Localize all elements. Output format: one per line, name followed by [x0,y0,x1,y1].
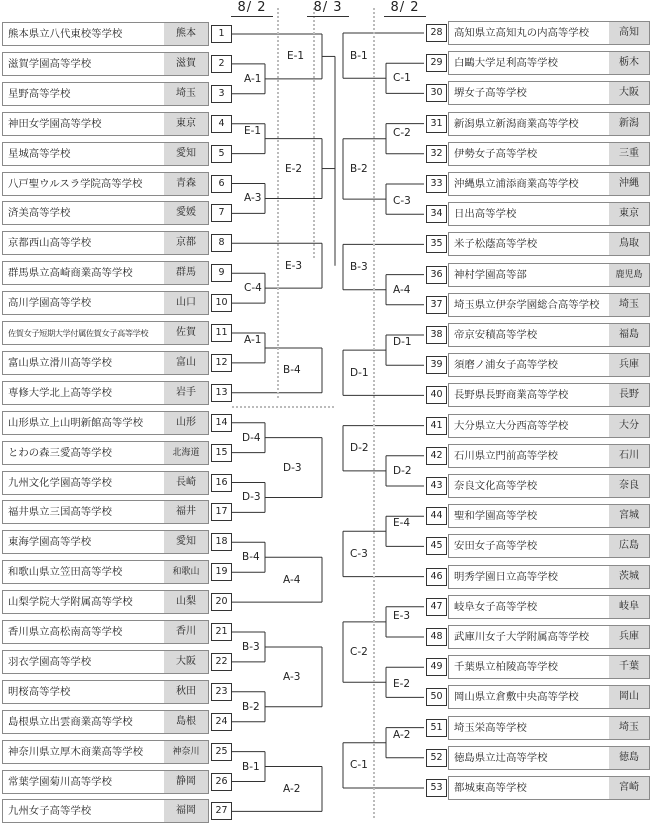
left-team-17 [2,500,209,524]
left-team-25 [2,740,209,764]
right-team-43 [448,474,650,498]
school-name: 須磨ノ浦女子高等学校 [454,359,558,372]
seed-number: 27 [211,802,232,820]
match-e1-left-mid: E-1 [244,124,262,137]
school-name: 羽衣学園高等学校 [8,655,92,668]
school-name: 埼玉栄高等学校 [454,721,527,734]
prefecture-label: 青森 [164,173,208,195]
date-header-right: 8/ 2 [390,0,420,15]
seed-number: 43 [426,477,447,495]
match-b3-left: B-3 [242,640,260,653]
school-name: 群馬県立高崎商業高等学校 [8,267,133,280]
left-team-4 [2,112,209,136]
seed-number: 33 [426,175,447,193]
right-team-41 [448,414,650,438]
prefecture-label: 埼玉 [164,83,208,105]
prefecture-label: 鳥取 [609,233,649,255]
seed-number: 20 [211,593,232,611]
prefecture-label: 静岡 [164,771,208,793]
prefecture-label: 香川 [164,621,208,643]
seed-number: 23 [211,683,232,701]
school-name: 富山県立滑川高等学校 [8,356,112,369]
match-b1-right: B-1 [350,49,368,62]
date-header-center: 8/ 3 [313,0,343,15]
left-team-13 [2,381,209,405]
prefecture-label: 滋賀 [164,53,208,75]
prefecture-label: 高知 [609,22,649,44]
seed-number: 41 [426,417,447,435]
prefecture-label: 兵庫 [609,354,649,376]
prefecture-label: 栃木 [609,52,649,74]
school-name: 八戸聖ウルスラ学院高等学校 [8,177,143,190]
school-name: 九州女子高等学校 [8,805,92,818]
left-team-14 [2,411,209,435]
prefecture-label: 徳島 [609,747,649,769]
match-a2-left: A-2 [283,782,301,795]
right-team-48 [448,625,650,649]
right-team-33 [448,172,650,196]
school-name: 京都西山高等学校 [8,237,92,250]
prefecture-label: 山形 [164,412,208,434]
school-name: 明秀学園日立高等学校 [454,570,558,583]
prefecture-label: 愛媛 [164,202,208,224]
seed-number: 9 [211,264,232,282]
prefecture-label: 愛知 [164,531,208,553]
seed-number: 10 [211,294,232,312]
left-team-6 [2,172,209,196]
school-name: 済美高等学校 [8,207,71,220]
seed-number: 46 [426,568,447,586]
right-team-49 [448,655,650,679]
left-team-20 [2,590,209,614]
school-name: 堺女子高等学校 [454,87,527,100]
match-a3-left: A-3 [244,192,262,205]
seed-number: 42 [426,447,447,465]
prefecture-label: 福島 [609,324,649,346]
prefecture-label: 大分 [609,415,649,437]
seed-number: 39 [426,356,447,374]
prefecture-label: 宮崎 [609,777,649,799]
right-team-35 [448,232,650,256]
match-a3-left-b: A-3 [283,670,301,683]
school-name: 和歌山県立笠田高等学校 [8,566,123,579]
right-team-52 [448,746,650,770]
right-team-42 [448,444,650,468]
right-team-28 [448,21,650,45]
prefecture-label: 北海道 [164,442,208,464]
prefecture-label: 東京 [609,203,649,225]
left-team-18 [2,530,209,554]
school-name: 高知県立高知丸の内高等学校 [454,27,590,39]
prefecture-label: 新潟 [609,113,649,135]
right-team-36 [448,263,650,287]
school-name: 島根県立出雲商業高等学校 [8,715,133,728]
prefecture-label: 福岡 [164,800,208,822]
match-a1-left-b: A-1 [244,333,262,346]
seed-number: 31 [426,115,447,133]
match-a4-left: A-4 [283,573,301,586]
school-name: 岐阜女子高等学校 [454,600,538,613]
seed-number: 17 [211,503,232,521]
seed-number: 22 [211,653,232,671]
school-name: 神田女学園高等学校 [8,117,102,130]
school-name: 埼玉県立伊奈学園総合高等学校 [454,298,600,311]
school-name: 山形県立上山明新館高等学校 [8,416,144,429]
left-team-2 [2,52,209,76]
prefecture-label: 茨城 [609,566,649,588]
left-team-16 [2,471,209,495]
right-team-50 [448,685,650,709]
left-team-7 [2,201,209,225]
left-team-22 [2,650,209,674]
prefecture-label: 熊本 [164,23,208,45]
seed-number: 1 [211,25,232,43]
right-team-38 [448,323,650,347]
school-name: 沖縄県立浦添商業高等学校 [454,178,579,190]
match-a4-right: A-4 [393,283,411,296]
match-a1-left: A-1 [244,72,262,85]
right-team-37 [448,293,650,317]
school-name: 都城東高等学校 [454,782,527,794]
seed-number: 13 [211,384,232,402]
left-team-10 [2,291,209,315]
right-team-53 [448,776,650,800]
school-name: 東海学園高等学校 [8,536,92,549]
prefecture-label: 鹿児島 [609,264,649,286]
left-team-19 [2,560,209,584]
match-b1-left: B-1 [242,760,260,773]
right-team-29 [448,51,650,75]
match-b4-left: B-4 [242,551,260,564]
left-team-15 [2,441,209,465]
school-name: 香川県立高松南高等学校 [8,626,123,638]
seed-number: 3 [211,85,232,103]
seed-number: 26 [211,773,232,791]
right-team-31 [448,112,650,136]
prefecture-label: 東京 [164,113,208,135]
left-team-11 [2,321,209,345]
school-name: 奈良文化高等学校 [454,480,538,492]
prefecture-label: 岐阜 [609,596,649,618]
match-e3-right: E-3 [393,609,411,622]
prefecture-label: 奈良 [609,475,649,497]
match-d2-right-a: D-2 [350,442,369,455]
left-team-8 [2,231,209,255]
match-a2-right: A-2 [393,728,411,741]
right-team-47 [448,595,650,619]
prefecture-label: 佐賀 [164,322,208,344]
match-d3-left-b: D-3 [242,491,261,504]
right-team-32 [448,142,650,166]
seed-number: 8 [211,234,232,252]
school-name: 専修大学北上高等学校 [8,386,112,399]
seed-number: 53 [426,779,447,797]
seed-number: 52 [426,749,447,767]
school-name: 岡山県立倉敷中央高等学校 [454,691,579,704]
prefecture-label: 石川 [609,445,649,467]
prefecture-label: 島根 [164,711,208,733]
match-d4-left: D-4 [242,431,261,444]
school-name: 山梨学院大学附属高等学校 [8,596,133,609]
left-team-27 [2,799,209,823]
left-team-26 [2,770,209,794]
school-name: 高川学園高等学校 [8,297,92,310]
left-team-12 [2,351,209,375]
prefecture-label: 京都 [164,232,208,254]
match-d1-right-a: D-1 [393,336,412,349]
prefecture-label: 兵庫 [609,626,649,648]
prefecture-label: 岡山 [609,686,649,708]
left-team-9 [2,261,209,285]
seed-number: 16 [211,474,232,492]
seed-number: 14 [211,414,232,432]
date-header-left: 8/ 2 [237,0,267,15]
prefecture-label: 千葉 [609,656,649,678]
seed-number: 29 [426,54,447,72]
match-b2-left: B-2 [242,700,260,713]
school-name: 佐賀女子短期大学付属佐賀女子高等学校 [8,328,149,338]
school-name: 星城高等学校 [8,147,71,160]
school-name: 米子松蔭高等学校 [454,238,538,251]
match-e2-left: E-2 [285,162,303,175]
school-name: 大分県立大分西高等学校 [454,419,569,432]
school-name: 星野高等学校 [8,87,71,100]
match-b2-right: B-2 [350,162,368,175]
match-c4-left: C-4 [244,282,262,295]
left-team-1 [2,22,209,46]
match-b3-right: B-3 [350,261,368,274]
school-name: 福井県立三国高等学校 [8,506,112,519]
prefecture-label: 宮城 [609,505,649,527]
school-name: 帝京安積高等学校 [454,329,538,341]
prefecture-label: 山口 [164,292,208,314]
seed-number: 45 [426,537,447,555]
seed-number: 47 [426,598,447,616]
seed-number: 49 [426,658,447,676]
school-name: 明桜高等学校 [8,685,71,698]
left-team-24 [2,710,209,734]
match-e2-right: E-2 [393,678,411,691]
left-team-21 [2,620,209,644]
prefecture-label: 長野 [609,384,649,406]
match-c3-right: C-3 [393,195,411,208]
school-name: 日出高等学校 [454,208,517,221]
seed-number: 15 [211,444,232,462]
right-team-45 [448,534,650,558]
prefecture-label: 埼玉 [609,717,649,739]
seed-number: 4 [211,115,232,133]
seed-number: 30 [426,84,447,102]
seed-number: 11 [211,324,232,342]
match-d1-right-b: D-1 [350,366,369,379]
match-c2-right: C-2 [393,126,411,139]
match-c3-right-b: C-3 [350,547,368,560]
seed-number: 37 [426,296,447,314]
prefecture-label: 埼玉 [609,294,649,316]
prefecture-label: 富山 [164,352,208,374]
prefecture-label: 福井 [164,501,208,523]
match-e3-left: E-3 [285,259,303,272]
seed-number: 25 [211,743,232,761]
school-name: 千葉県立柏陵高等学校 [454,661,558,674]
prefecture-label: 愛知 [164,143,208,165]
prefecture-label: 大阪 [164,651,208,673]
seed-number: 2 [211,55,232,73]
right-team-44 [448,504,650,528]
seed-number: 28 [426,24,447,42]
left-team-3 [2,82,209,106]
match-c1-right: C-1 [393,72,411,85]
seed-number: 48 [426,628,447,646]
left-team-23 [2,680,209,704]
seed-number: 12 [211,354,232,372]
match-e1-left-top: E-1 [287,50,305,63]
match-d2-right-b: D-2 [393,464,412,477]
seed-number: 38 [426,326,447,344]
seed-number: 6 [211,175,232,193]
prefecture-label: 山梨 [164,591,208,613]
match-c1-right-b: C-1 [350,759,368,772]
school-name: 神村学園高等部 [454,268,527,281]
prefecture-label: 秋田 [164,681,208,703]
school-name: 熊本県立八代東校等学校 [8,28,123,40]
school-name: 九州文化学園高等学校 [8,476,112,489]
prefecture-label: 沖縄 [609,173,649,195]
seed-number: 44 [426,507,447,525]
school-name: 徳島県立辻高等学校 [454,751,548,764]
prefecture-label: 長崎 [164,472,208,494]
seed-number: 34 [426,205,447,223]
school-name: 神奈川県立厚木商業高等学校 [8,745,144,758]
prefecture-label: 神奈川 [164,741,208,763]
right-team-46 [448,565,650,589]
prefecture-label: 大阪 [609,82,649,104]
match-b4-left-top: B-4 [283,364,301,377]
seed-number: 40 [426,386,447,404]
seed-number: 24 [211,713,232,731]
right-team-34 [448,202,650,226]
seed-number: 5 [211,145,232,163]
school-name: 長野県長野商業高等学校 [454,389,569,402]
school-name: とわの森三愛高等学校 [8,446,112,459]
prefecture-label: 岩手 [164,382,208,404]
right-team-39 [448,353,650,377]
school-name: 滋賀学園高等学校 [8,57,92,70]
match-e4-right: E-4 [393,517,411,530]
right-team-51 [448,716,650,740]
school-name: 石川県立門前高等学校 [454,449,558,462]
seed-number: 32 [426,145,447,163]
school-name: 白鷗大学足利高等学校 [454,57,558,70]
match-d3-left: D-3 [283,461,302,474]
school-name: 武庫川女子大学附属高等学校 [454,631,590,643]
seed-number: 35 [426,235,447,253]
school-name: 安田女子高等学校 [454,540,538,553]
seed-number: 19 [211,563,232,581]
seed-number: 7 [211,204,232,222]
left-team-5 [2,142,209,166]
seed-number: 21 [211,623,232,641]
seed-number: 50 [426,688,447,706]
prefecture-label: 群馬 [164,262,208,284]
school-name: 常葉学園菊川高等学校 [8,775,112,788]
right-team-30 [448,81,650,105]
seed-number: 51 [426,719,447,737]
prefecture-label: 和歌山 [164,561,208,583]
school-name: 新潟県立新潟商業高等学校 [454,117,579,130]
prefecture-label: 広島 [609,535,649,557]
right-team-40 [448,383,650,407]
match-c2-right-b: C-2 [350,646,368,659]
school-name: 聖和学園高等学校 [454,510,538,523]
seed-number: 36 [426,266,447,284]
prefecture-label: 三重 [609,143,649,165]
school-name: 伊勢女子高等学校 [454,147,538,160]
seed-number: 18 [211,533,232,551]
